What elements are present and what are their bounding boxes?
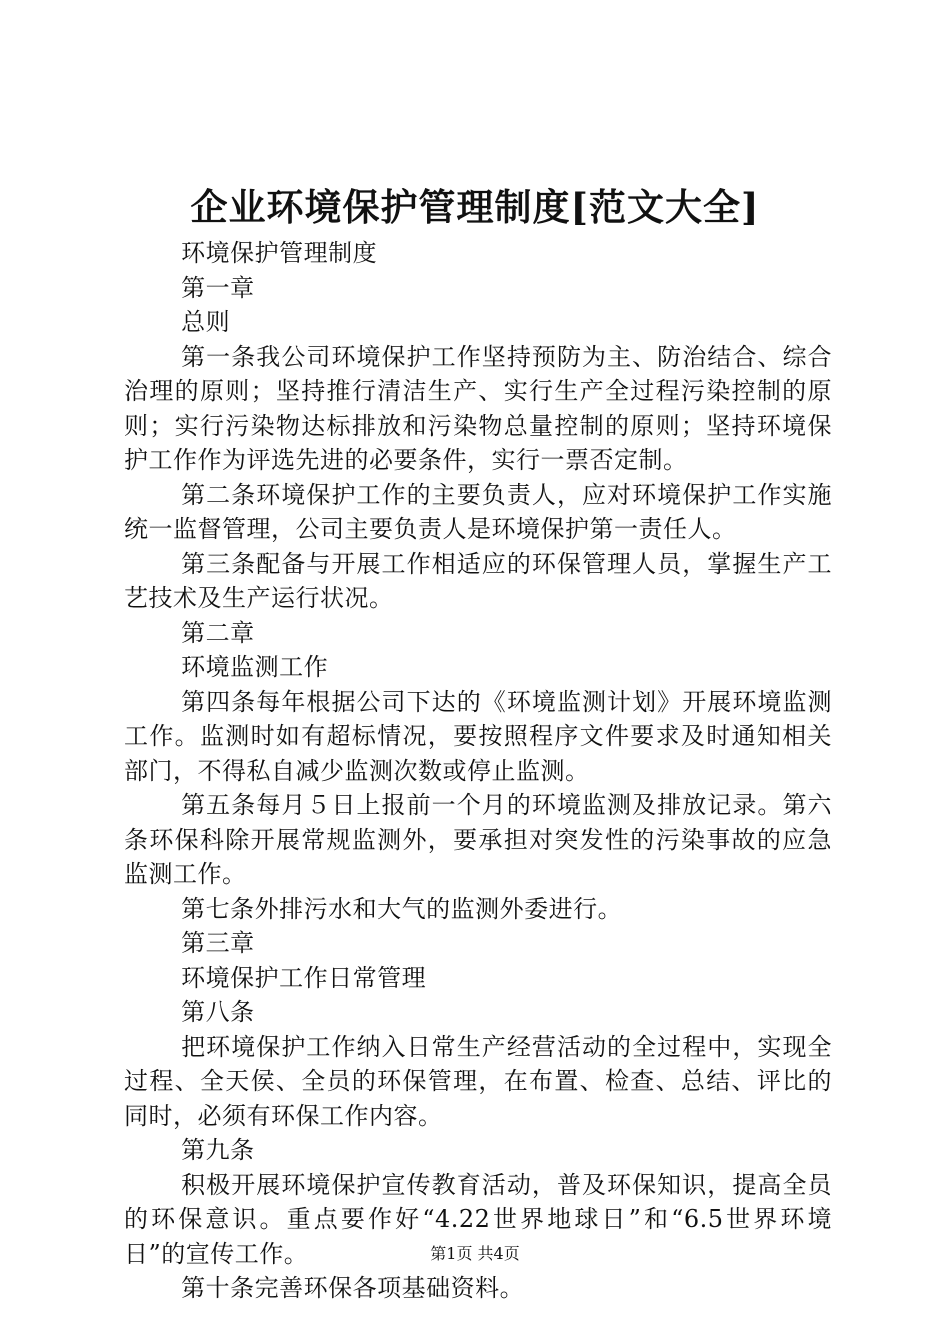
article-paragraph: 第四条每年根据公司下达的《环境监测计划》开展环境监测工作。监测时如有超标情况，要按照程序文件要求及时通知相关部门，不得私自减少监测次数或停止监测。 — [124, 687, 832, 785]
chapter-title: 总则 — [181, 308, 231, 336]
article-heading: 第九条 — [181, 1136, 255, 1164]
chapter-heading: 第二章 — [181, 618, 255, 647]
chapter-title: 环境监测工作 — [181, 653, 329, 681]
article-paragraph: 第二条环境保护工作的主要负责人，应对环境保护工作实施统一监督管理，公司主要负责人是环境保护第一责任人。 — [124, 480, 832, 543]
article-heading: 第八条 — [181, 998, 255, 1026]
page-number-footer: 第1页 共4页 — [430, 1244, 520, 1263]
article-paragraph: 第七条外排污水和大气的监测外委进行。 — [181, 894, 623, 923]
paragraph: 环境保护管理制度 — [181, 239, 378, 267]
document-title: 企业环境保护管理制度[范文大全] — [190, 185, 760, 229]
chapter-heading: 第三章 — [181, 929, 255, 957]
article-paragraph: 积极开展环境保护宣传教育活动，普及环保知识，提高全员的环保意识。重点要作好“4.22世界地球日”和“6.5世界环境日”的宣传工作。 — [124, 1170, 832, 1268]
article-paragraph: 第十条完善环保各项基础资料。 — [181, 1274, 525, 1302]
article-paragraph: 把环境保护工作纳入日常生产经营活动的全过程中，实现全过程、全天侯、全员的环保管理，在布置、检查、总结、评比的同时，必须有环保工作内容。 — [124, 1032, 832, 1130]
chapter-heading: 第一章 — [181, 273, 255, 302]
document-body — [124, 236, 832, 1306]
article-paragraph: 第一条我公司环境保护工作坚持预防为主、防治结合、综合治理的原则；坚持推行清洁生产、实行生产全过程污染控制的原则；实行污染物达标排放和污染物总量控制的原则；坚持环境保护工作作为评选先进的必要条件，实行一票否定制。 — [124, 342, 832, 474]
article-paragraph: 第三条配备与开展工作相适应的环保管理人员，掌握生产工艺技术及生产运行状况。 — [124, 549, 832, 612]
chapter-title: 环境保护工作日常管理 — [181, 963, 427, 992]
article-paragraph: 第五条每月５日上报前一个月的环境监测及排放记录。第六条环保科除开展常规监测外，要承担对突发性的污染事故的应急监测工作。 — [124, 791, 832, 888]
